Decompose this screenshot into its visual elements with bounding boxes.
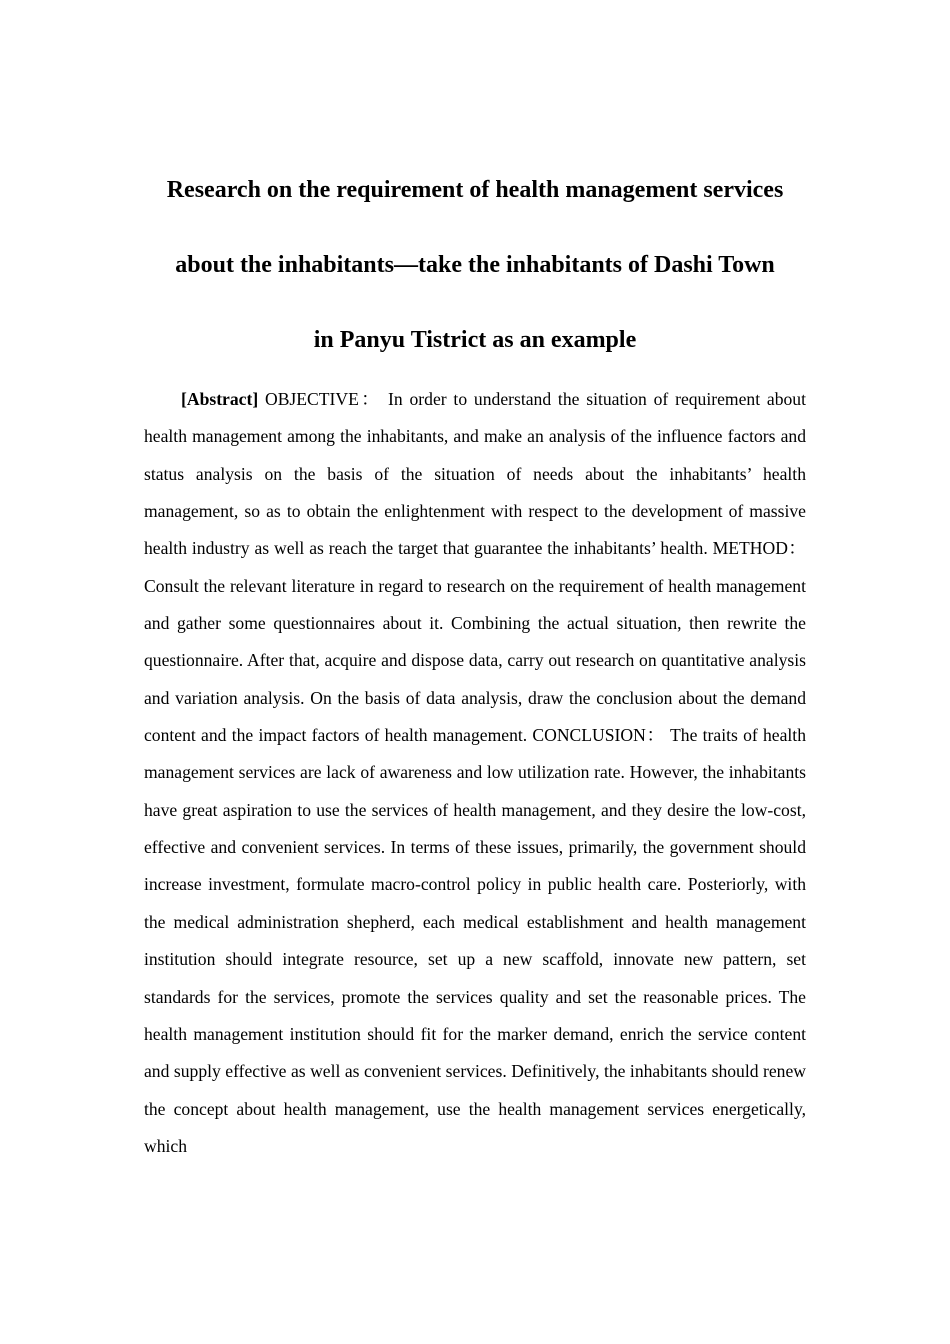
abstract-paragraph bbox=[144, 381, 806, 1165]
abstract-text: OBJECTIVE： In order to understand the situation of requirement about health management among the inhabitants, and make an analysis of the influence factors and status analysis on the basis of the situation of needs about the inhabitants’ health management, so as to obtain the enlightenment with respect to the development of massive health industry as well as reach the target that guarantee the inhabitants’ health. METHOD：Consult the relevant literature in regard to research on the requirement of health management and gather some questionnaires about it. Combining the actual situation, then rewrite the questionnaire. After that, acquire and dispose data, carry out research on quantitative analysis and variation analysis. On the basis of data analysis, draw the conclusion about the demand content and the impact factors of health management. CONCLUSION： The traits of health management services are lack of awareness and low utilization rate. However, the inhabitants have great aspiration to use the services of health management, and they desire the low-cost, effective and convenient services. In terms of these issues, primarily, the government should increase investment, formulate macro-control policy in public health care. Posteriorly, with the medical administration shepherd, each medical establishment and health management institution should integrate resource, set up a new scaffold, innovate new pattern, set standards for the services, promote the services quality and set the reasonable prices. The health management institution should fit for the marker demand, enrich the service content and supply effective as well as convenient services. Definitively, the inhabitants should renew the concept about health management, use the health management services energetically, which bbox=[144, 389, 806, 1156]
title-line-3: in Panyu Tistrict as an example bbox=[313, 327, 637, 353]
paper-title bbox=[140, 153, 810, 378]
title-line-1: Research on the requirement of health management services bbox=[166, 177, 784, 203]
abstract-label: [Abstract] bbox=[181, 389, 259, 409]
title-line-2: about the inhabitants—take the inhabitants of Dashi Town bbox=[175, 252, 775, 278]
